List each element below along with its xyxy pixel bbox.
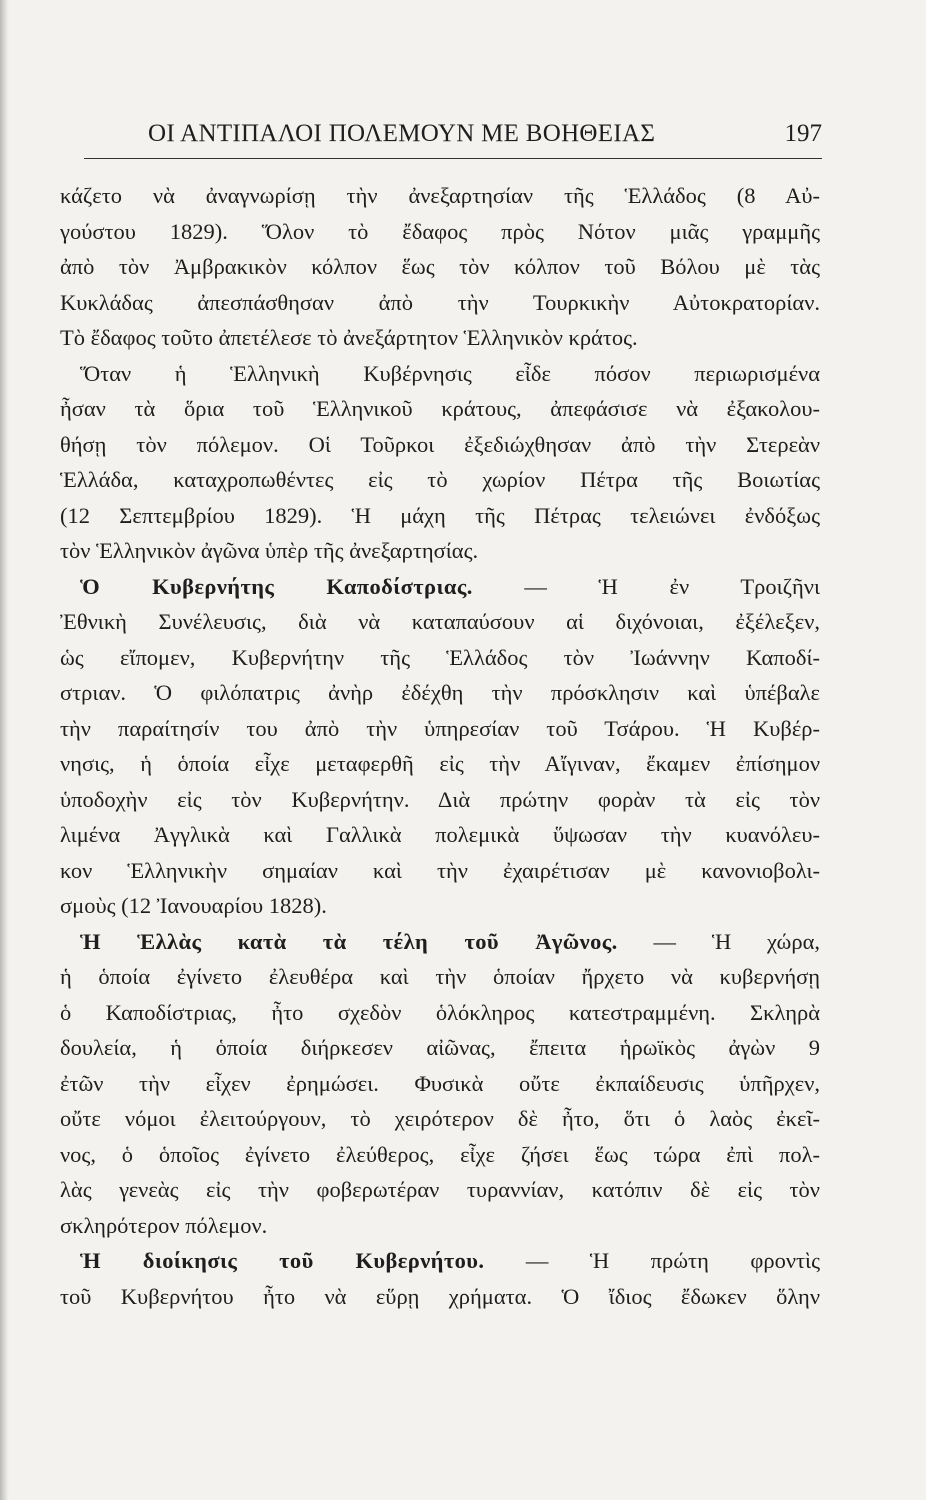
text-line: λιμένα Ἀγγλικὰ καὶ Γαλλικὰ πολεμικὰ ὕψωσαν τὴν κυανόλευ- bbox=[60, 822, 820, 847]
text-line: Ἐθνικὴ Συνέλευσις, διὰ νὰ καταπαύσουν αἱ διχόνοιαι, ἐξέλεξεν, bbox=[60, 609, 820, 634]
text-line: Κυκλάδας ἀπεσπάσθησαν ἀπὸ τὴν Τουρκικὴν Αὐτοκρατορίαν. bbox=[60, 289, 820, 315]
text-line: ἐτῶν τὴν εἶχεν ἐρημώσει. Φυσικὰ οὔτε ἐκπαίδευσις ὑπῆρχεν, bbox=[60, 1070, 820, 1096]
section-heading-line: Ἡ Ἑλλὰς κατὰ τὰ τέλη τοῦ Ἀγῶνος. — Ἡ χώρα, bbox=[80, 928, 820, 954]
text-line: τοῦ Κυβερνήτου ἦτο νὰ εὕρῃ χρήματα. Ὁ ἴδιος ἔδωκεν ὅλην bbox=[60, 1283, 820, 1309]
text-line: Τὸ ἔδαφος τοῦτο ἀπετέλεσε τὸ ἀνεξάρτητον Ἑλληνικὸν κράτος. bbox=[60, 325, 638, 350]
header-rule bbox=[84, 158, 822, 159]
text-line: Ὅταν ἡ Ἑλληνικὴ Κυβέρνησις εἶδε πόσον περιωρισμένα bbox=[80, 360, 820, 386]
text-line: οὔτε νόμοι ἐλειτούργουν, τὸ χειρότερον δὲ ἦτο, ὅτι ὁ λαὸς ἐκεῖ- bbox=[60, 1106, 820, 1131]
text-line: ἦσαν τὰ ὅρια τοῦ Ἑλληνικοῦ κράτους, ἀπεφάσισε νὰ ἐξακολου- bbox=[60, 396, 820, 421]
text-line: ὑποδοχὴν εἰς τὸν Κυβερνήτην. Διὰ πρώτην φορὰν τὰ εἰς τὸν bbox=[60, 786, 820, 812]
section-heading: Ὁ Κυβερνήτης Καποδίστριας. bbox=[80, 573, 473, 599]
text-line: ὡς εἴπομεν, Κυβερνήτην τῆς Ἑλλάδος τὸν Ἰωάννην Καποδί- bbox=[60, 644, 820, 670]
page-header bbox=[84, 116, 822, 160]
text-line: νησις, ἡ ὁποία εἶχε μεταφερθῆ εἰς τὴν Αἴγιναν, ἔκαμεν ἐπίσημον bbox=[60, 751, 820, 776]
text-line: κον Ἑλληνικὴν σημαίαν καὶ τὴν ἐχαιρέτισαν μὲ κανονιοβολι- bbox=[60, 857, 820, 883]
section-heading: Ἡ διοίκησις τοῦ Κυβερνήτου. bbox=[80, 1248, 485, 1273]
text-line: σκληρότερον πόλεμον. bbox=[60, 1212, 268, 1238]
text-line: θήσῃ τὸν πόλεμον. Οἱ Τοῦρκοι ἐξεδιώχθησαν ἀπὸ τὴν Στερεὰν bbox=[60, 431, 820, 457]
text-line: σμοὺς (12 Ἰανουαρίου 1828). bbox=[60, 893, 327, 918]
text-line: Ἑλλάδα, καταχροπωθέντες εἰς τὸ χωρίον Πέτρα τῆς Βοιωτίας bbox=[60, 467, 820, 492]
text-line: δουλεία, ἡ ὁποία διήρκεσεν αἰῶνας, ἔπειτα ἡρωϊκὸς ἀγὼν 9 bbox=[60, 1035, 820, 1060]
text-line: ἡ ὁποία ἐγίνετο ἐλευθέρα καὶ τὴν ὁποίαν ἤρχετο νὰ κυβερνήσῃ bbox=[60, 964, 820, 989]
text-line: στριαν. Ὁ φιλόπατρις ἀνὴρ ἐδέχθη τὴν πρόσκλησιν καὶ ὑπέβαλε bbox=[60, 680, 820, 705]
text-line: ἀπὸ τὸν Ἀμβρακικὸν κόλπον ἕως τὸν κόλπον τοῦ Βόλου μὲ τὰς bbox=[60, 254, 820, 279]
body-text bbox=[60, 178, 820, 1314]
section-heading-line: Ἡ διοίκησις τοῦ Κυβερνήτου. — Ἡ πρώτη φροντὶς bbox=[80, 1248, 820, 1273]
running-title: ΟΙ ΑΝΤΙΠΑΛΟΙ ΠΟΛΕΜΟΥΝ ΜΕ ΒΟΗΘΕΙΑΣ bbox=[148, 120, 656, 147]
text-line: τὸν Ἑλληνικὸν ἀγῶνα ὑπὲρ τῆς ἀνεξαρτησίας. bbox=[60, 538, 479, 563]
text-line: γούστου 1829). Ὅλον τὸ ἔδαφος πρὸς Νότον μιᾶς γραμμῆς bbox=[60, 218, 820, 244]
text-line: τὴν παραίτησίν του ἀπὸ τὴν ὑπηρεσίαν τοῦ Τσάρου. Ἡ Κυβέρ- bbox=[60, 715, 820, 741]
text-line: ὁ Καποδίστριας, ἦτο σχεδὸν ὁλόκληρος κατεστραμμένη. Σκληρὰ bbox=[60, 999, 820, 1025]
page-edge-shadow bbox=[0, 0, 9, 1500]
text-line: λὰς γενεὰς εἰς τὴν φοβερωτέραν τυραννίαν, κατόπιν δὲ εἰς τὸν bbox=[60, 1177, 820, 1202]
section-heading-line: Ὁ Κυβερνήτης Καποδίστριας. — Ἡ ἐν Τροιζῆνι bbox=[80, 573, 820, 599]
page-number: 197 bbox=[784, 120, 822, 147]
text-line: νος, ὁ ὁποῖος ἐγίνετο ἐλεύθερος, εἶχε ζήσει ἕως τώρα ἐπὶ πολ- bbox=[60, 1141, 820, 1167]
text-line: κάζετο νὰ ἀναγνωρίσῃ τὴν ἀνεξαρτησίαν τῆς Ἑλλάδος (8 Αὐ- bbox=[60, 183, 820, 208]
section-heading: Ἡ Ἑλλὰς κατὰ τὰ τέλη τοῦ Ἀγῶνος. bbox=[80, 928, 618, 954]
text-line: (12 Σεπτεμβρίου 1829). Ἡ μάχη τῆς Πέτρας τελειώνει ἐνδόξως bbox=[60, 502, 820, 528]
